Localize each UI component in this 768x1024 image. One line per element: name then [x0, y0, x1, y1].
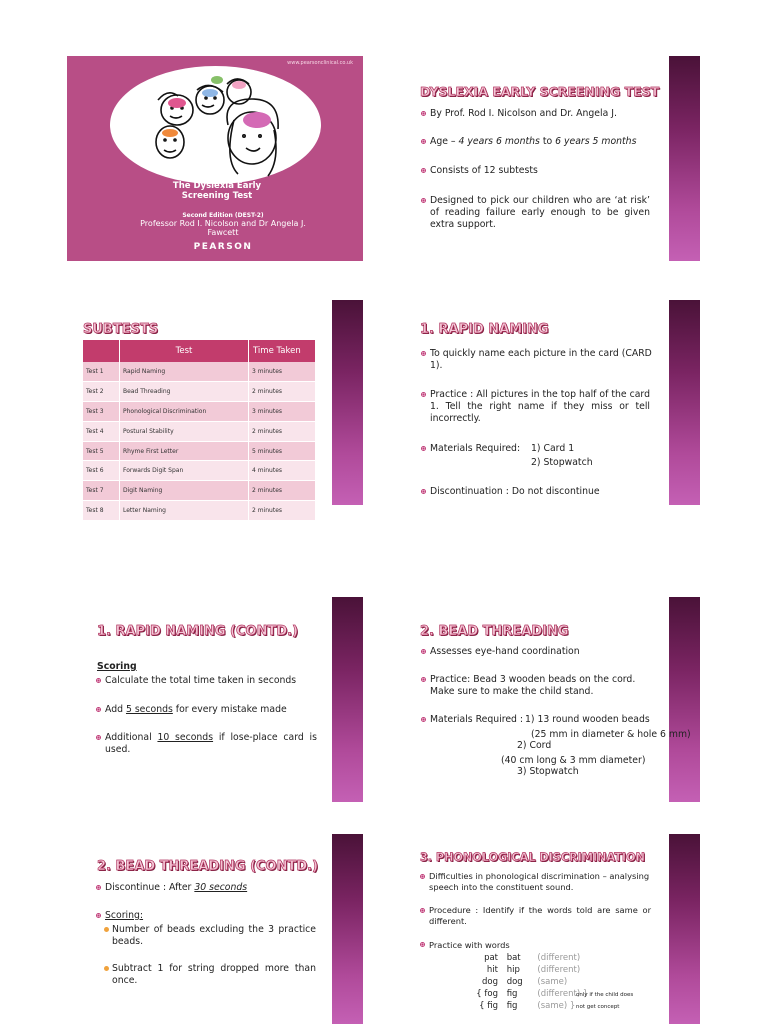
bullet-icon: [421, 351, 426, 356]
table-clip: [67, 300, 363, 515]
bullet-total-time: Calculate the total time taken in seconds: [105, 675, 320, 687]
bullet-icon: [420, 874, 425, 879]
book-title-line1: The Dyslexia Early: [172, 181, 262, 191]
bullet-materials: Materials Required :: [430, 714, 652, 726]
book-authors-line2: Fawcett: [207, 228, 239, 237]
bullet-icon: [421, 677, 426, 682]
material-note: (40 cm long & 3 mm diameter): [501, 755, 646, 766]
word-pair-row: pat bat (different): [484, 953, 581, 963]
word-pair-row: { fig fig (same) }: [479, 1001, 576, 1011]
bullet-subtests: Consists of 12 subtests: [430, 165, 660, 177]
slide-title: 2. BEAD THREADING: [420, 624, 569, 639]
slide-title: 3. PHONOLOGICAL DISCRIMINATION: [420, 851, 645, 864]
sub-bullet-beads: Number of beads excluding the 3 practice beads.: [112, 924, 316, 948]
material-note: (25 mm in diameter & hole 6 mm): [531, 729, 691, 740]
table-row: Test 7 Digit Naming 2 minutes: [83, 481, 316, 501]
table-row: Test 1 Rapid Naming 3 minutes: [83, 362, 316, 381]
sub-bullet-subtract: Subtract 1 for string dropped more than once.: [112, 963, 316, 987]
table-row: Test 6 Forwards Digit Span 4 minutes: [83, 461, 316, 481]
bullet-objective: To quickly name each picture in the card (CARD 1).: [430, 348, 652, 372]
table-header: [83, 340, 120, 362]
bullet-practice: Practice : All pictures in the top half of the card 1. Tell the right name if they miss or tell incorrectly.: [430, 389, 650, 425]
word-pair-row: dog dog (same): [482, 977, 568, 987]
table-row: Test 8 Letter Naming 2 minutes: [83, 501, 316, 521]
slide-dest: [400, 56, 700, 261]
table-row: Test 5 Rhyme First Letter 5 minutes: [83, 441, 316, 461]
bullet-icon: [421, 111, 426, 116]
slide-bead-threading-contd: [67, 834, 363, 1024]
bullet-authors: By Prof. Rod I. Nicolson and Dr. Angela J.: [430, 108, 660, 120]
slide-accent-stripe: [669, 597, 700, 802]
slide-cover: [67, 56, 363, 261]
bullet-lose-place: Additional 10 seconds if lose-place card is used.: [105, 732, 317, 756]
table-header-row: [83, 340, 316, 362]
slide-rapid-naming-contd: [67, 597, 363, 802]
material-item: 3) Stopwatch: [517, 766, 579, 777]
slide-accent-stripe: [669, 300, 700, 505]
children-faces-illustration: [142, 70, 292, 180]
concept-note: not get concept: [576, 1004, 620, 1010]
bullet-practice: Practice: Bead 3 wooden beads on the cord. Make sure to make the child stand.: [430, 674, 652, 698]
slide-accent-stripe: [669, 56, 700, 261]
bullet-materials: Materials Required:: [430, 443, 652, 455]
publisher-url: www.pearsonclinical.co.uk: [287, 60, 353, 66]
bullet-icon: [96, 678, 101, 683]
sub-bullet-icon: [104, 927, 109, 932]
scoring-heading: Scoring: [97, 661, 137, 672]
bullet-icon: [421, 139, 426, 144]
word-pair-row: { fog fig (different) }: [476, 989, 589, 999]
book-title-line2: Screening Test: [181, 191, 253, 201]
bullet-assesses: Assesses eye-hand coordination: [430, 646, 652, 658]
bullet-purpose: Designed to pick our children who are ‘at risk’ of reading failure early enough to be given extra support.: [430, 195, 650, 231]
slide-bead-threading: [400, 597, 700, 802]
table-row: Test 2 Bead Threading 2 minutes: [83, 381, 316, 401]
material-item: 1) 13 round wooden beads: [525, 714, 650, 725]
sub-bullet-icon: [104, 966, 109, 971]
table-row: Test 4 Postural Stability 2 minutes: [83, 421, 316, 441]
bullet-age: Age – 4 years 6 months to 6 years 5 months: [430, 136, 660, 148]
book-edition: Second Edition (DEST-2): [182, 212, 264, 219]
bullet-icon: [96, 735, 101, 740]
material-item: 2) Cord: [517, 740, 552, 751]
slide-title: 2. BEAD THREADING (CONTD.): [97, 859, 319, 874]
slide-phonological: [400, 834, 700, 1024]
bullet-icon: [421, 392, 426, 397]
bullet-icon: [421, 446, 426, 451]
bullet-scoring: Scoring:: [105, 910, 320, 922]
book-authors: [107, 219, 339, 237]
slide-title: SUBTESTS: [83, 322, 159, 337]
book-title: [145, 181, 289, 201]
word-pair-row: hit hip (different): [486, 965, 581, 975]
bullet-icon: [96, 707, 101, 712]
slide-title: DYSLEXIA EARLY SCREENING TEST: [420, 84, 660, 99]
bullet-procedure: Procedure : Identify if the words told are same or different.: [429, 905, 651, 927]
bullet-icon: [421, 168, 426, 173]
bullet-icon: [421, 717, 426, 722]
slide-accent-stripe: [332, 597, 363, 802]
slide-rapid-naming: [400, 300, 700, 505]
bullet-icon: [420, 942, 425, 947]
slide-title: 1. RAPID NAMING: [420, 322, 549, 337]
subtests-table: [83, 340, 316, 521]
concept-note: only if the child does: [576, 992, 634, 998]
bullet-icon: [420, 908, 425, 913]
bullet-mistake-penalty: Add 5 seconds for every mistake made: [105, 704, 320, 716]
bullet-icon: [421, 649, 426, 654]
slide-subtests: [67, 300, 363, 515]
material-item: 1) Card 1: [531, 443, 575, 454]
bullet-difficulties: Difficulties in phonological discrimination – analysing speech into the constituent sound.: [429, 871, 655, 893]
bullet-icon: [96, 885, 101, 890]
material-item: 2) Stopwatch: [531, 457, 593, 468]
table-header: Time Taken: [249, 340, 316, 362]
slide-accent-stripe: [332, 834, 363, 1024]
table-row: Test 3 Phonological Discrimination 3 minutes: [83, 401, 316, 421]
bullet-icon: [421, 489, 426, 494]
bullet-discontinue: Discontinue : After 30 seconds: [105, 882, 320, 894]
bullet-icon: [96, 913, 101, 918]
bullet-discontinuation: Discontinuation : Do not discontinue: [430, 486, 652, 498]
book-authors-line1: Professor Rod I. Nicolson and Dr Angela J.: [140, 219, 306, 228]
bullet-practice-words: Practice with words: [429, 939, 651, 951]
table-header: Test: [120, 340, 249, 362]
slide-title: 1. RAPID NAMING (CONTD.): [97, 624, 299, 639]
publisher-name: PEARSON: [193, 242, 253, 252]
bullet-icon: [421, 198, 426, 203]
